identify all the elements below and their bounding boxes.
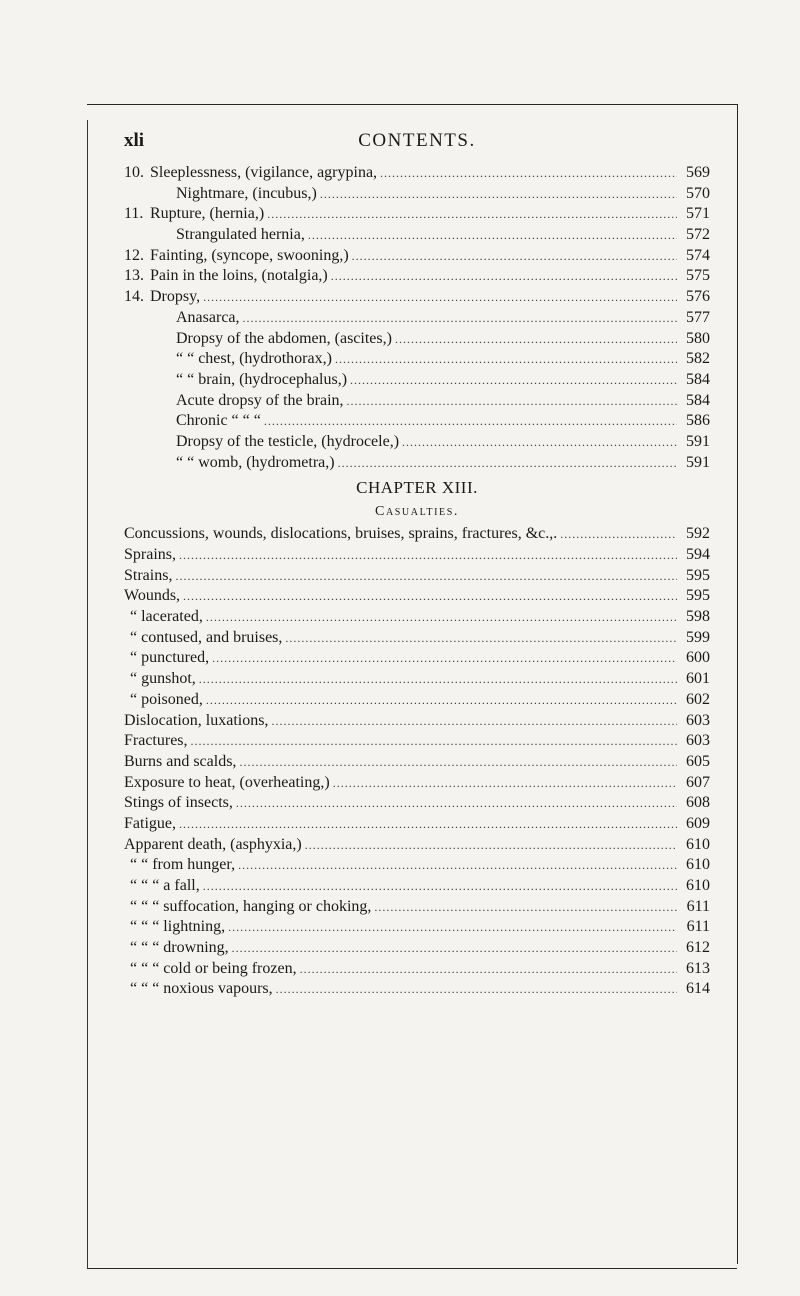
leader-dots bbox=[320, 184, 677, 205]
entry-label: Fractures, bbox=[124, 732, 188, 750]
entry-page-number: 574 bbox=[686, 246, 710, 264]
entry-label: Fainting, (syncope, swooning,) bbox=[150, 246, 349, 264]
entry-label: Anasarca, bbox=[176, 308, 240, 326]
toc-entry bbox=[124, 628, 710, 649]
entry-number: 12. bbox=[124, 246, 144, 264]
leader-dots bbox=[331, 266, 677, 287]
entry-label: Pain in the loins, (notalgia,) bbox=[150, 267, 328, 285]
entry-number: 14. bbox=[124, 288, 144, 306]
page-border-right bbox=[737, 104, 738, 1264]
entry-label: “ punctured, bbox=[130, 649, 210, 667]
leader-dots bbox=[206, 607, 677, 628]
leader-dots bbox=[191, 731, 677, 752]
page-number: xli bbox=[124, 130, 145, 151]
entry-page-number: 610 bbox=[686, 877, 710, 894]
entry-page-number: 595 bbox=[686, 566, 710, 584]
entry-page-number: 612 bbox=[686, 939, 710, 957]
toc-entry bbox=[124, 897, 710, 918]
page-title: CONTENTS. bbox=[358, 130, 476, 151]
entry-page-number: 601 bbox=[686, 670, 710, 688]
leader-dots bbox=[347, 391, 677, 412]
entry-page-number: 608 bbox=[686, 794, 710, 812]
entry-page-number: 577 bbox=[686, 308, 710, 326]
entry-label: Burns and scalds, bbox=[124, 752, 237, 770]
entry-page-number: 576 bbox=[686, 288, 710, 306]
leader-dots bbox=[232, 938, 677, 959]
toc-entry bbox=[124, 959, 710, 980]
entry-label: Fatigue, bbox=[124, 814, 176, 832]
entry-label: Concussions, wounds, dislocations, bruises, sprains, fractures, &c.,. bbox=[124, 525, 558, 543]
toc-entry bbox=[124, 411, 710, 432]
toc-entry bbox=[124, 163, 710, 184]
leader-dots bbox=[285, 628, 677, 649]
leader-dots bbox=[308, 225, 677, 246]
leader-dots bbox=[236, 793, 677, 814]
toc-entry bbox=[124, 391, 710, 412]
table-of-contents bbox=[124, 163, 710, 1000]
entry-label: Sprains, bbox=[124, 546, 176, 563]
leader-dots bbox=[183, 586, 677, 607]
entry-label: Dropsy of the abdomen, (ascites,) bbox=[176, 329, 392, 347]
page-border-left bbox=[87, 120, 88, 1268]
leader-dots bbox=[333, 773, 677, 794]
entry-label: “ “ from hunger, bbox=[130, 856, 236, 874]
toc-entry bbox=[124, 184, 710, 205]
leader-dots bbox=[395, 329, 677, 350]
entry-page-number: 605 bbox=[686, 752, 710, 770]
entry-label: Apparent death, (asphyxia,) bbox=[124, 835, 302, 853]
entry-label: Dislocation, luxations, bbox=[124, 711, 269, 729]
toc-entry bbox=[124, 752, 710, 773]
leader-dots bbox=[380, 163, 677, 184]
entry-page-number: 569 bbox=[686, 164, 710, 181]
entry-label: “ “ “ cold or being frozen, bbox=[130, 959, 297, 977]
entry-label: “ contused, and bruises, bbox=[130, 628, 283, 646]
leader-dots bbox=[206, 690, 677, 711]
leader-dots bbox=[238, 855, 677, 876]
leader-dots bbox=[179, 545, 677, 566]
leader-dots bbox=[212, 648, 677, 669]
entry-label: Exposure to heat, (overheating,) bbox=[124, 773, 330, 791]
toc-entry bbox=[124, 545, 710, 566]
toc-entry bbox=[124, 266, 710, 287]
entry-page-number: 584 bbox=[686, 370, 710, 388]
entry-page-number: 603 bbox=[686, 711, 710, 729]
leader-dots bbox=[338, 453, 677, 474]
entry-label: “ “ womb, (hydrometra,) bbox=[176, 453, 335, 471]
toc-entry bbox=[124, 246, 710, 267]
entry-label: Dropsy, bbox=[150, 288, 201, 306]
entry-page-number: 575 bbox=[686, 267, 710, 285]
toc-entry bbox=[124, 690, 710, 711]
toc-entry bbox=[124, 370, 710, 391]
toc-entry bbox=[124, 329, 710, 350]
toc-entry bbox=[124, 607, 710, 628]
entry-page-number: 591 bbox=[686, 432, 710, 450]
leader-dots bbox=[203, 287, 677, 308]
entry-label: “ “ “ suffocation, hanging or choking, bbox=[130, 897, 372, 915]
toc-entry bbox=[124, 814, 710, 835]
toc-entry bbox=[124, 711, 710, 732]
toc-entry bbox=[124, 669, 710, 690]
leader-dots bbox=[228, 917, 677, 938]
leader-dots bbox=[271, 711, 677, 732]
entry-page-number: 572 bbox=[686, 226, 710, 244]
leader-dots bbox=[175, 566, 677, 587]
toc-entry bbox=[124, 835, 710, 856]
leader-dots bbox=[203, 876, 677, 897]
toc-entry bbox=[124, 938, 710, 959]
toc-entry bbox=[124, 979, 710, 1000]
page-border-top bbox=[87, 104, 737, 105]
entry-page-number: 584 bbox=[686, 391, 710, 409]
entry-label: Sleeplessness, (vigilance, agrypina, bbox=[150, 164, 378, 181]
entry-label: “ “ “ a fall, bbox=[130, 877, 200, 894]
entry-page-number: 610 bbox=[686, 856, 710, 874]
entry-number: 13. bbox=[124, 267, 144, 285]
entry-number: 10. bbox=[124, 164, 144, 181]
page-header bbox=[124, 130, 710, 160]
entry-page-number: 609 bbox=[686, 814, 710, 832]
toc-entry bbox=[124, 225, 710, 246]
entry-page-number: 591 bbox=[686, 453, 710, 471]
entry-page-number: 600 bbox=[686, 649, 710, 667]
toc-entries-chapter-xiii bbox=[124, 524, 710, 1000]
entry-page-number: 613 bbox=[686, 959, 710, 977]
toc-entry bbox=[124, 349, 710, 370]
entry-page-number: 571 bbox=[686, 205, 710, 223]
leader-dots bbox=[305, 835, 677, 856]
toc-entries-chapter-xii bbox=[124, 163, 710, 473]
entry-label: “ “ chest, (hydrothorax,) bbox=[176, 350, 332, 368]
entry-label: “ poisoned, bbox=[130, 690, 203, 708]
entry-label: Wounds, bbox=[124, 587, 181, 605]
leader-dots bbox=[243, 308, 677, 329]
entry-number: 11. bbox=[124, 205, 144, 223]
leader-dots bbox=[300, 959, 677, 980]
toc-entry bbox=[124, 917, 710, 938]
toc-entry bbox=[124, 287, 710, 308]
entry-page-number: 603 bbox=[686, 732, 710, 750]
entry-label: Nightmare, (incubus,) bbox=[176, 184, 317, 202]
entry-label: Acute dropsy of the brain, bbox=[176, 391, 344, 409]
entry-page-number: 598 bbox=[686, 608, 710, 626]
entry-label: Dropsy of the testicle, (hydrocele,) bbox=[176, 432, 400, 450]
leader-dots bbox=[350, 370, 677, 391]
leader-dots bbox=[560, 524, 677, 545]
leader-dots bbox=[335, 349, 677, 370]
entry-page-number: 602 bbox=[686, 690, 710, 708]
entry-label: Chronic “ “ “ bbox=[176, 412, 261, 430]
toc-entry bbox=[124, 586, 710, 607]
toc-entry bbox=[124, 648, 710, 669]
leader-dots bbox=[276, 979, 677, 1000]
toc-entry bbox=[124, 453, 710, 474]
entry-label: Stings of insects, bbox=[124, 794, 233, 812]
toc-entry bbox=[124, 773, 710, 794]
leader-dots bbox=[179, 814, 677, 835]
entry-page-number: 610 bbox=[686, 835, 710, 853]
toc-entry bbox=[124, 566, 710, 587]
toc-entry bbox=[124, 204, 710, 225]
page-border-bottom bbox=[87, 1268, 737, 1269]
entry-page-number: 607 bbox=[686, 773, 710, 791]
entry-page-number: 611 bbox=[686, 918, 710, 936]
leader-dots bbox=[352, 246, 677, 267]
entry-page-number: 570 bbox=[686, 184, 710, 202]
entry-page-number: 611 bbox=[686, 897, 710, 915]
toc-entry bbox=[124, 432, 710, 453]
entry-page-number: 614 bbox=[686, 980, 710, 998]
leader-dots bbox=[199, 669, 677, 690]
leader-dots bbox=[374, 897, 677, 918]
entry-label: Strangulated hernia, bbox=[176, 226, 305, 244]
leader-dots bbox=[267, 204, 677, 225]
entry-label: “ “ “ lightning, bbox=[130, 918, 226, 936]
toc-entry bbox=[124, 524, 710, 545]
entry-page-number: 586 bbox=[686, 412, 710, 430]
entry-label: “ “ brain, (hydrocephalus,) bbox=[176, 370, 348, 388]
chapter-heading: CHAPTER XIII. bbox=[356, 478, 478, 498]
entry-page-number: 595 bbox=[686, 587, 710, 605]
entry-label: “ gunshot, bbox=[130, 670, 196, 688]
entry-label: “ “ “ drowning, bbox=[130, 939, 229, 957]
entry-label: “ “ “ noxious vapours, bbox=[130, 980, 273, 998]
entry-page-number: 580 bbox=[686, 329, 710, 347]
entry-page-number: 594 bbox=[686, 546, 710, 563]
leader-dots bbox=[239, 752, 677, 773]
toc-entry bbox=[124, 731, 710, 752]
leader-dots bbox=[402, 432, 677, 453]
entry-label: Rupture, (hernia,) bbox=[150, 205, 265, 223]
toc-entry bbox=[124, 876, 710, 897]
toc-entry bbox=[124, 855, 710, 876]
leader-dots bbox=[264, 411, 677, 432]
section-heading: Casualties. bbox=[375, 504, 459, 520]
entry-page-number: 599 bbox=[686, 628, 710, 646]
entry-page-number: 582 bbox=[686, 350, 710, 368]
entry-label: Strains, bbox=[124, 566, 173, 584]
toc-entry bbox=[124, 793, 710, 814]
entry-label: “ lacerated, bbox=[130, 608, 203, 626]
entry-page-number: 592 bbox=[686, 525, 710, 543]
toc-entry bbox=[124, 308, 710, 329]
